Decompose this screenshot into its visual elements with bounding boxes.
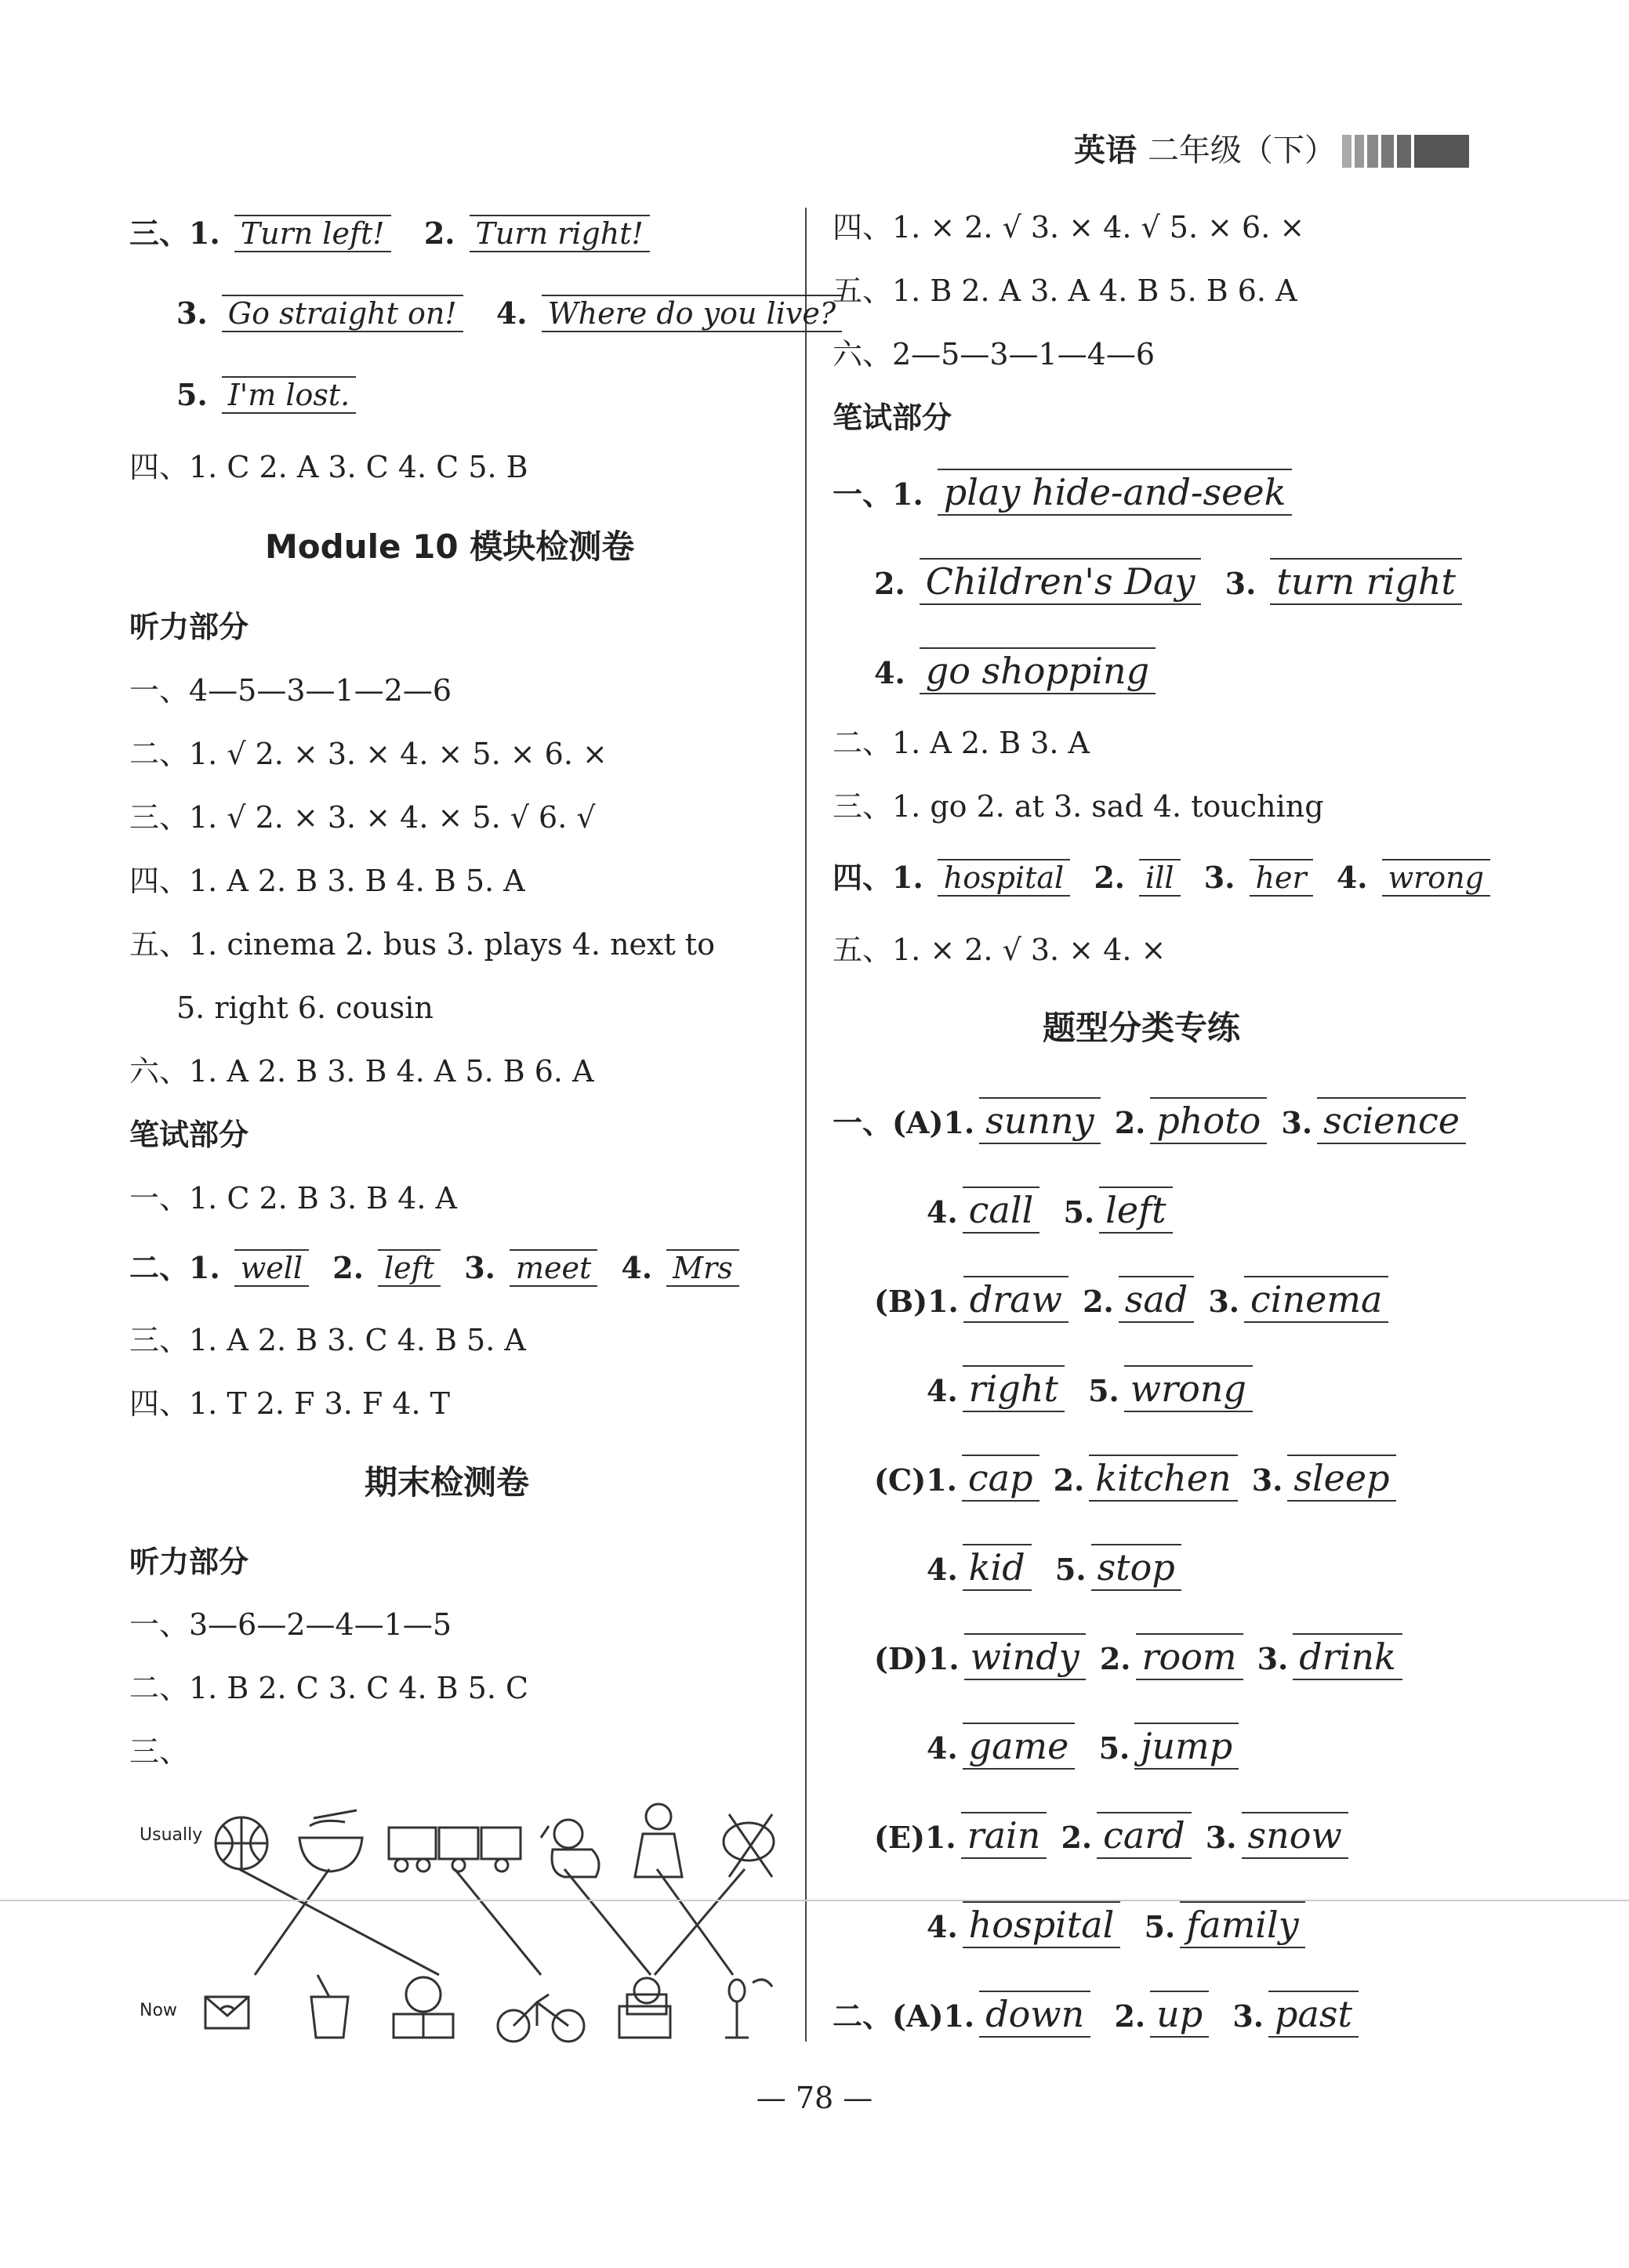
answer-line (927, 1723, 1243, 1770)
handwritten-answer: left (1099, 1187, 1172, 1234)
answer-line (833, 856, 1495, 900)
answer-line: 一、3—6—2—4—1—5 (129, 1607, 452, 1642)
answer-line: 二、1. A 2. B 3. A (833, 726, 1090, 760)
handwritten-answer: kid (963, 1544, 1032, 1591)
answer-line (927, 1901, 1310, 1949)
item-number: 3. (1232, 1998, 1264, 2034)
module-title: Module 10 模块检测卷 (265, 527, 635, 566)
handwritten-answer: drink (1293, 1633, 1402, 1680)
handwritten-answer: kitchen (1089, 1455, 1237, 1502)
handwritten-answer: Mrs (666, 1249, 739, 1287)
answer-line: 五、1. cinema 2. bus 3. plays 4. next to (129, 927, 715, 962)
grade-label: 二年级（下） (1147, 132, 1336, 168)
answer-line: 四、1. × 2. √ 3. × 4. √ 5. × 6. × (833, 210, 1305, 245)
usually-label: Usually (140, 1825, 203, 1845)
item-number: 5. (1054, 1552, 1087, 1587)
handwritten-answer: Go straight on! (222, 295, 463, 332)
answer-line (927, 1544, 1186, 1592)
answer-line: 四、1. A 2. B 3. B 4. B 5. A (129, 864, 525, 898)
item-number: 3. (1208, 1284, 1239, 1319)
item-number: 4. (495, 295, 528, 331)
drink-cup-icon (311, 1975, 348, 2038)
handwritten-answer: family (1180, 1901, 1304, 1948)
item-number: 5. (1063, 1194, 1095, 1230)
answer-line: 六、1. A 2. B 3. B 4. A 5. B 6. A (129, 1054, 594, 1089)
answer-line (874, 647, 1160, 695)
answer-line: 一、4—5—3—1—2—6 (129, 673, 452, 708)
answer-line: 五、1. B 2. A 3. A 4. B 5. B 6. A (833, 274, 1297, 308)
handwritten-answer: windy (964, 1633, 1086, 1680)
item-number: (D)1. (874, 1641, 960, 1676)
item-number: 一、1. (833, 476, 923, 512)
answer-line (874, 1812, 1353, 1860)
section-heading: 笔试部分 (833, 400, 952, 435)
answer-line (927, 1365, 1257, 1413)
section-heading: 笔试部分 (129, 1118, 249, 1152)
item-number: 二、(A)1. (833, 1998, 975, 2034)
handwritten-answer: past (1268, 1991, 1359, 2038)
answer-line (833, 1097, 1471, 1145)
item-number: 4. (1336, 860, 1368, 895)
handwritten-answer: room (1136, 1633, 1243, 1680)
handwritten-answer: I'm lost. (222, 376, 356, 414)
item-number: 5. (176, 377, 208, 412)
handwritten-answer: ill (1139, 859, 1180, 897)
item-number: 2. (1061, 1820, 1093, 1855)
answer-line: 六、2—5—3—1—4—6 (833, 337, 1156, 371)
handwritten-answer: hospital (963, 1901, 1121, 1948)
item-number: 2. (332, 1250, 364, 1285)
handwritten-answer: sleep (1287, 1455, 1395, 1502)
handwritten-answer: hospital (938, 859, 1070, 897)
item-number: 2. (1114, 1998, 1146, 2034)
item-number: 2. (423, 216, 455, 251)
item-number: 2. (874, 566, 905, 601)
answer-line (874, 558, 1467, 606)
handwritten-answer: call (963, 1187, 1040, 1234)
item-number: 四、1. (833, 860, 923, 895)
item-number: 3. (1203, 860, 1235, 895)
item-number: 一、(A)1. (833, 1105, 975, 1140)
handwritten-answer: left (378, 1249, 441, 1287)
page-number: — 78 — (756, 2081, 873, 2115)
item-number: (C)1. (874, 1462, 957, 1498)
envelope-icon (205, 1997, 249, 2028)
item-number: (E)1. (874, 1820, 956, 1855)
handwritten-answer: wrong (1124, 1365, 1253, 1412)
answer-line (874, 1276, 1393, 1324)
handwritten-answer: go shopping (920, 647, 1156, 694)
handwritten-answer: Turn right! (470, 215, 650, 252)
item-number: 4. (927, 1194, 958, 1230)
dog-icon (541, 1820, 599, 1877)
answer-line (874, 1455, 1401, 1502)
item-number: 3. (1257, 1641, 1289, 1676)
handwritten-answer: down (979, 1991, 1090, 2038)
handwritten-answer: up (1150, 1991, 1209, 2038)
item-number: 2. (1114, 1105, 1146, 1140)
handwritten-answer: play hide-and-seek (938, 469, 1293, 516)
item-number: 4. (874, 655, 905, 690)
item-number: 5. (1098, 1730, 1130, 1766)
girl-icon (635, 1804, 682, 1877)
answer-line (833, 1991, 1363, 2038)
item-number: 3. (1281, 1105, 1313, 1140)
item-number: (B)1. (874, 1284, 959, 1319)
answer-line: 二、1. B 2. C 3. C 4. B 5. C (129, 1671, 529, 1705)
handwritten-answer: Turn left! (234, 215, 391, 252)
handwritten-answer: photo (1150, 1097, 1267, 1144)
item-number: 2. (1099, 1641, 1131, 1676)
handwritten-answer: right (963, 1365, 1065, 1412)
answer-line: 三、1. go 2. at 3. sad 4. touching (833, 789, 1324, 824)
item-number: 3. (1224, 566, 1257, 601)
item-number: 3. (176, 295, 208, 331)
item-number: 2. (1083, 1284, 1114, 1319)
answer-line: 一、1. C 2. B 3. B 4. A (129, 1181, 457, 1216)
answer-line: 三、 (129, 1734, 190, 1769)
handwritten-answer: cinema (1244, 1276, 1388, 1323)
item-number: 3. (1205, 1820, 1237, 1855)
item-number: 2. (1053, 1462, 1085, 1498)
item-number: 2. (1094, 860, 1126, 895)
bicycle-icon (498, 1994, 584, 2042)
item-number: 3. (464, 1250, 495, 1285)
item-number: 5. (1144, 1909, 1176, 1944)
handwritten-answer: wrong (1382, 859, 1490, 897)
final-exam-title: 期末检测卷 (365, 1463, 530, 1502)
handwritten-answer: cap (962, 1455, 1039, 1502)
handwritten-answer: her (1250, 859, 1313, 897)
handwritten-answer: draw (963, 1276, 1068, 1323)
handwritten-answer: meet (510, 1249, 597, 1287)
item-number: 4. (927, 1909, 958, 1944)
item-number: 4. (927, 1373, 958, 1408)
answer-line: 三、1. √ 2. × 3. × 4. × 5. √ 6. √ (129, 800, 596, 835)
microphone-icon (725, 1980, 772, 2038)
answer-line: 三、1. A 2. B 3. C 4. B 5. A (129, 1323, 526, 1357)
handwritten-answer: stop (1091, 1544, 1181, 1591)
item-number: 二、1. (129, 1250, 220, 1285)
section-heading: 听力部分 (129, 610, 249, 644)
answer-line (927, 1187, 1177, 1234)
item-number: 3. (1251, 1462, 1283, 1498)
boy-reading-icon (394, 1977, 453, 2038)
train-icon (389, 1828, 521, 1871)
answer-line: 五、1. × 2. √ 3. × 4. × (833, 933, 1166, 967)
item-number: 4. (927, 1552, 958, 1587)
answer-line: 5. right 6. cousin (176, 991, 434, 1025)
subject-label: 英语 (1074, 132, 1137, 168)
section-heading: 听力部分 (129, 1545, 249, 1579)
handwritten-answer: sunny (979, 1097, 1100, 1144)
item-number: 4. (927, 1730, 958, 1766)
item-number: 三、1. (129, 216, 220, 251)
handwritten-answer: Children's Day (920, 558, 1202, 605)
noodle-bowl-icon (299, 1810, 362, 1871)
handwritten-answer: well (234, 1249, 309, 1287)
now-label: Now (140, 2001, 177, 2020)
palette-icon (724, 1814, 774, 1877)
handwritten-answer: sad (1119, 1276, 1194, 1323)
answer-line: 四、1. T 2. F 3. F 4. T (129, 1386, 451, 1421)
item-number: 4. (621, 1250, 653, 1285)
handwritten-answer: game (963, 1723, 1076, 1770)
handwritten-answer: Where do you live? (542, 295, 843, 332)
item-number: 5. (1088, 1373, 1119, 1408)
category-practice-title: 题型分类专练 (1043, 1009, 1241, 1047)
answer-line (874, 1633, 1407, 1681)
answer-line: 二、1. √ 2. × 3. × 4. × 5. × 6. × (129, 737, 608, 771)
computer-icon (619, 1978, 670, 2038)
handwritten-answer: jump (1134, 1723, 1239, 1770)
answer-line (833, 469, 1297, 516)
handwritten-answer: card (1097, 1812, 1192, 1859)
handwritten-answer: science (1317, 1097, 1466, 1144)
answer-line: 四、1. C 2. A 3. C 4. C 5. B (129, 450, 528, 484)
handwritten-answer: snow (1242, 1812, 1348, 1859)
handwritten-answer: turn right (1270, 558, 1462, 605)
handwritten-answer: rain (961, 1812, 1047, 1859)
